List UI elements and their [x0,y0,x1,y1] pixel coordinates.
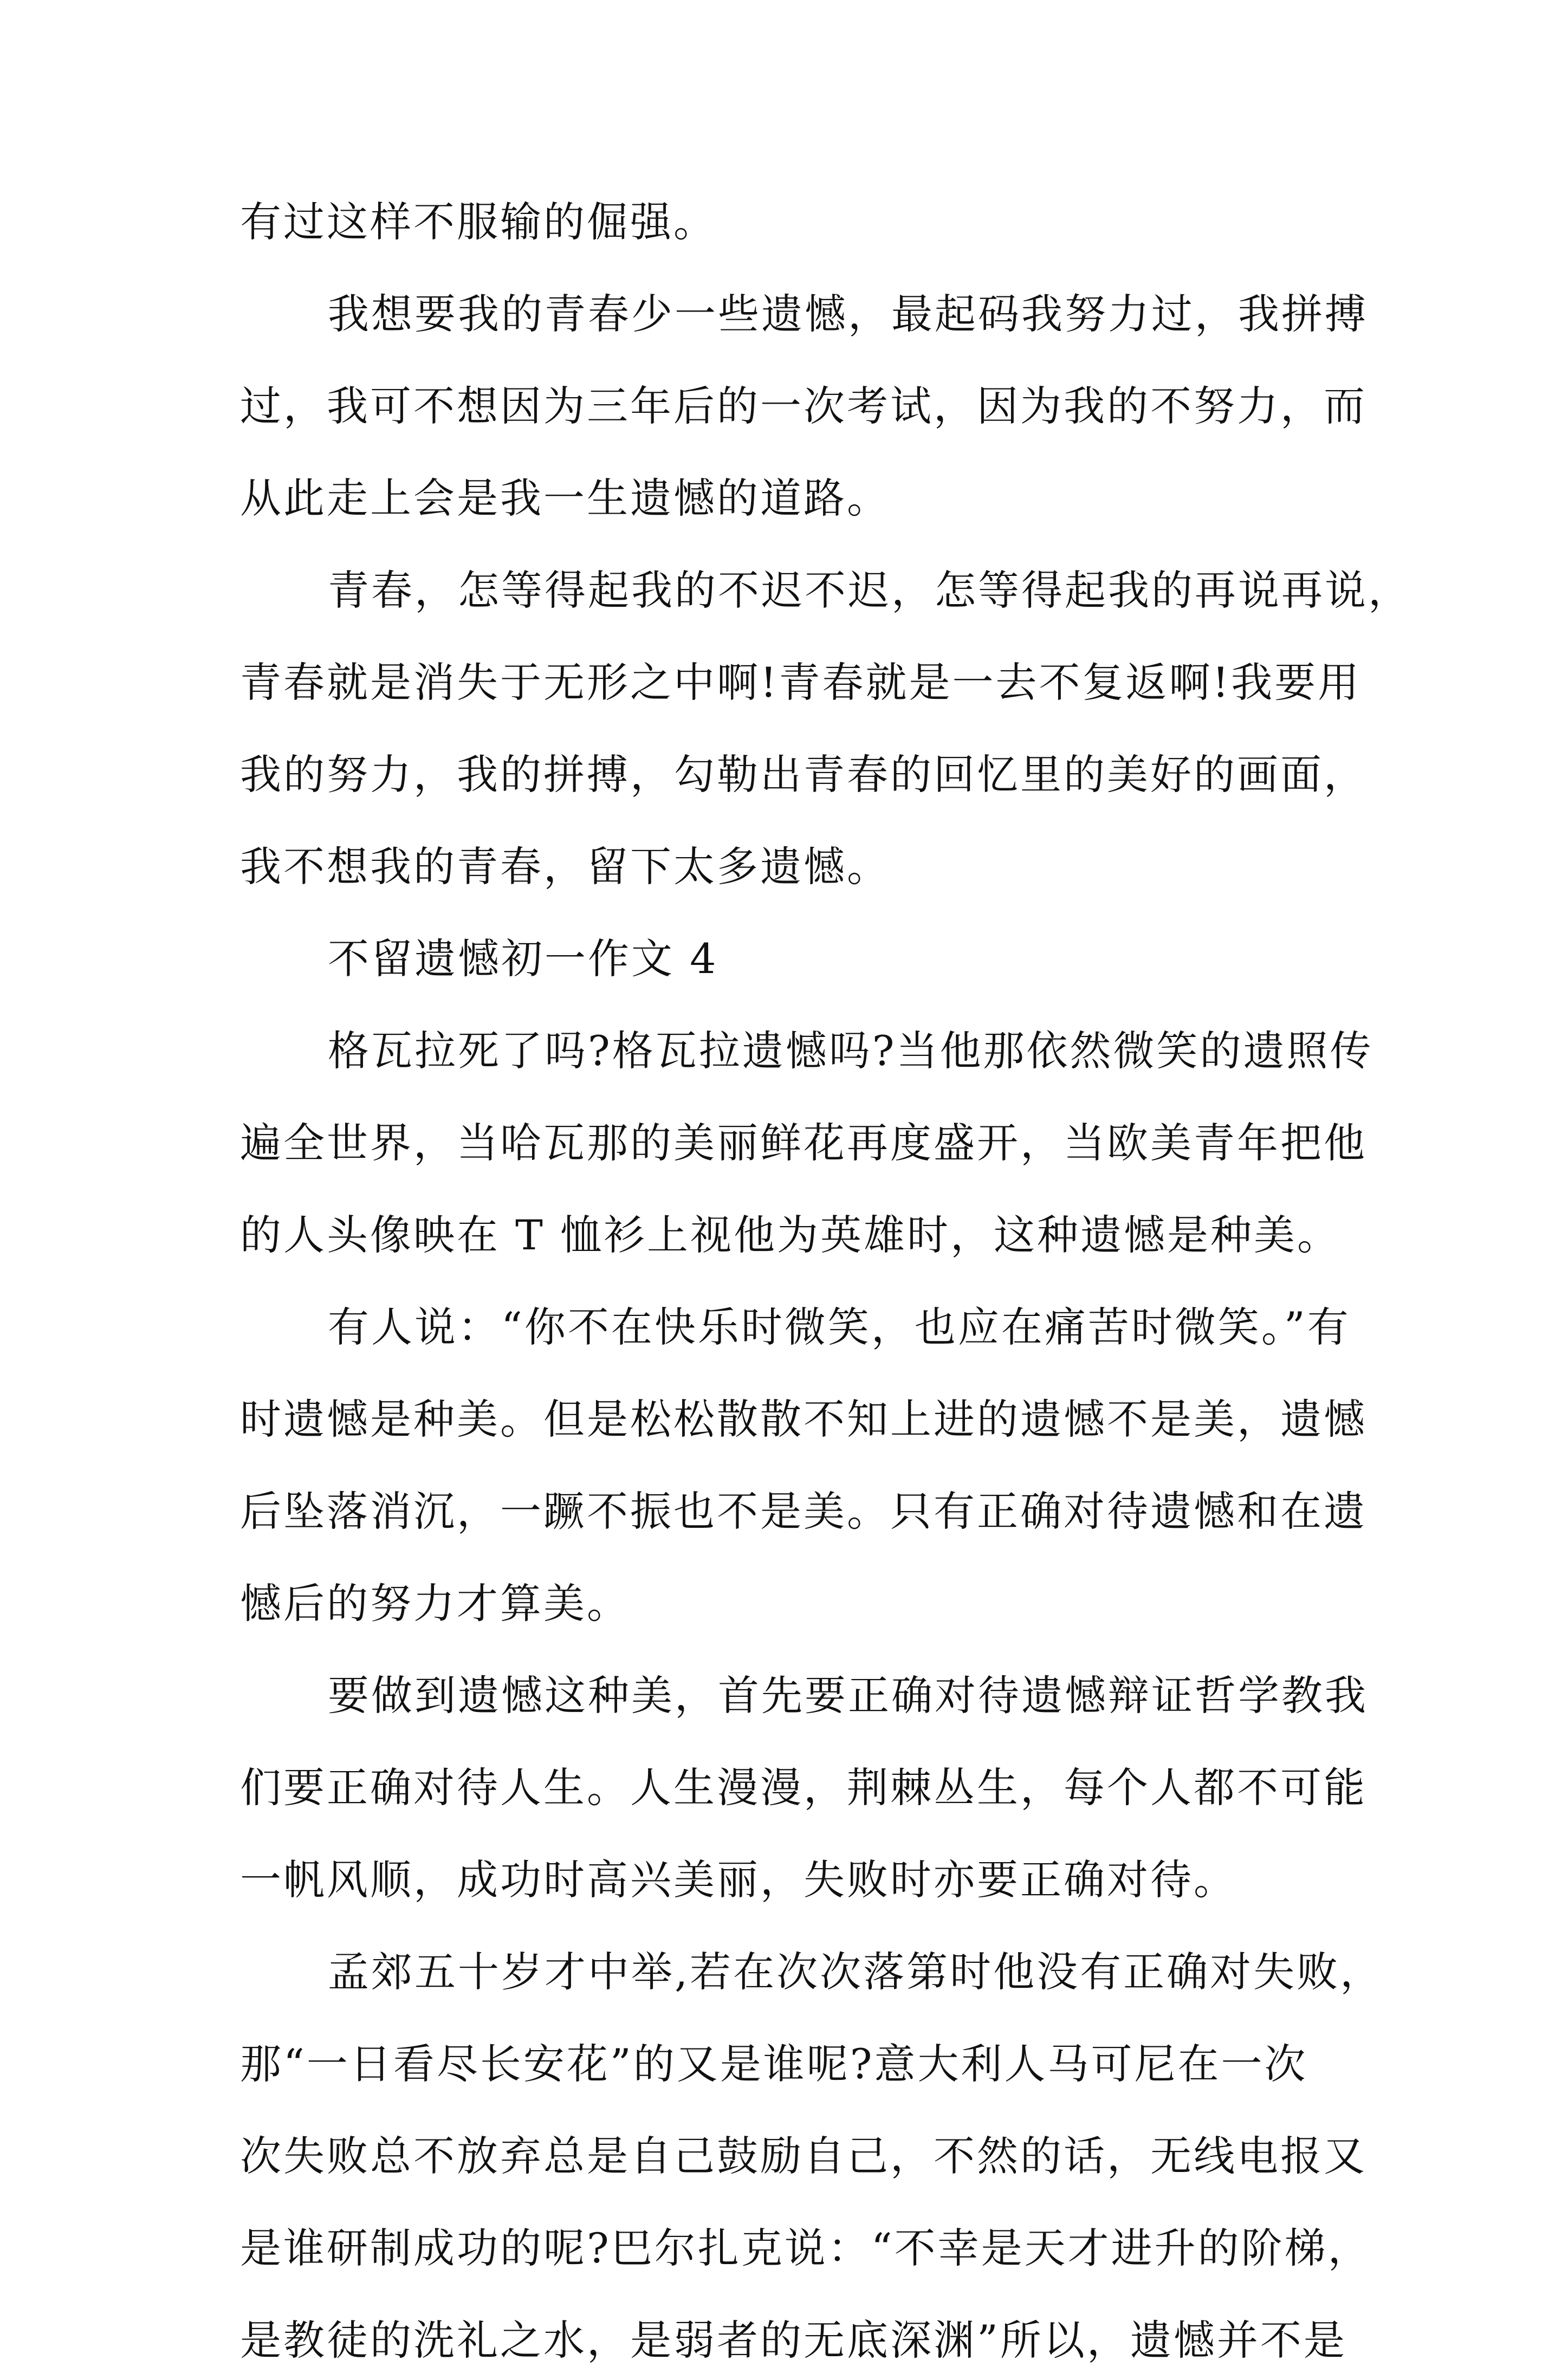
text-line: 是教徒的洗礼之水，是弱者的无底深渊”所以，遗憾并不是 [240,2316,1347,2364]
text-line: 一帆风顺，成功时高兴美丽，失败时亦要正确对待。 [240,1856,1237,1904]
text-line: 那“一日看尽长安花”的又是谁呢?意大利人马可尼在一次 [240,2040,1308,2088]
text-line: 们要正确对待人生。人生漫漫，荆棘丛生，每个人都不可能 [240,1763,1367,1812]
text-line: 我的努力，我的拼搏，勾勒出青春的回忆里的美好的画面， [240,750,1367,799]
text-line: 的人头像映在 T 恤衫上视他为英雄时，这种遗憾是种美。 [240,1211,1341,1259]
text-line: 时遗憾是种美。但是松松散散不知上进的遗憾不是美，遗憾 [240,1395,1367,1443]
text-line: 有过这样不服输的倔强。 [240,198,717,246]
text-line: 青春，怎等得起我的不迟不迟，怎等得起我的再说再说， [328,566,1411,614]
text-line: 我不想我的青春，留下太多遗憾。 [240,842,890,891]
text-line: 遍全世界，当哈瓦那的美丽鲜花再度盛开，当欧美青年把他 [240,1119,1367,1167]
text-line: 格瓦拉死了吗?格瓦拉遗憾吗?当他那依然微笑的遗照传 [328,1027,1373,1075]
text-line: 憾后的努力才算美。 [240,1579,630,1628]
text-line: 从此走上会是我一生遗憾的道路。 [240,474,890,522]
text-line: 过，我可不想因为三年后的一次考试，因为我的不努力，而 [240,382,1367,430]
text-line: 孟郊五十岁才中举,若在次次落第时他没有正确对失败， [328,1948,1384,1996]
text-line: 我想要我的青春少一些遗憾，最起码我努力过，我拼搏 [328,290,1368,338]
text-line: 次失败总不放弃总是自己鼓励自己，不然的话，无线电报又 [240,2132,1367,2180]
text-line: 青春就是消失于无形之中啊!青春就是一去不复返啊!我要用 [240,658,1362,706]
section-heading: 不留遗憾初一作文 4 [328,935,718,983]
text-line: 有人说：“你不在快乐时微笑，也应在痛苦时微笑。”有 [328,1303,1351,1351]
text-line: 后坠落消沉，一蹶不振也不是美。只有正确对待遗憾和在遗 [240,1487,1367,1535]
text-line: 是谁研制成功的呢?巴尔扎克说：“不幸是天才进升的阶梯， [240,2224,1371,2272]
text-line: 要做到遗憾这种美，首先要正确对待遗憾辩证哲学教我 [328,1671,1368,1720]
